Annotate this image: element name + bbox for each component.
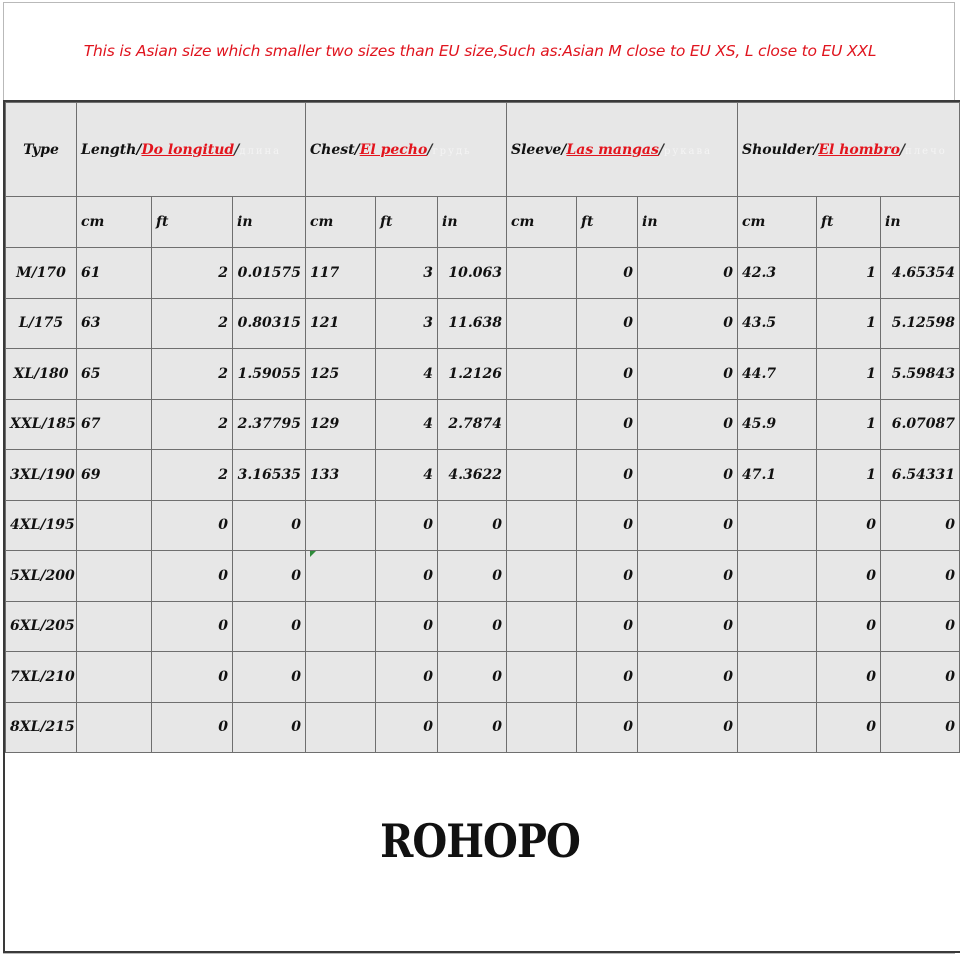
measurement-cell: 5.12598	[881, 298, 960, 349]
measurement-cell: 0	[638, 248, 738, 299]
measurement-cell: 0	[233, 551, 306, 602]
measurement-cell	[507, 500, 577, 551]
measurement-cell	[77, 702, 152, 753]
table-row	[6, 298, 960, 349]
measurement-cell: 69	[77, 450, 152, 501]
brand-logo: ROHOPO	[380, 814, 580, 869]
measurement-cell: 4	[376, 399, 438, 450]
measurement-cell: 4.3622	[438, 450, 507, 501]
measurement-cell: 10.063	[438, 248, 507, 299]
measurement-cell: 121	[306, 298, 376, 349]
length-header: Length/Do longitud/длина	[77, 103, 306, 197]
measurement-cell: 6.07087	[881, 399, 960, 450]
unit-cell: cm	[507, 197, 577, 248]
measurement-cell: 0	[577, 702, 638, 753]
table-row	[6, 248, 960, 299]
measurement-cell: 0	[638, 551, 738, 602]
measurement-cell: 1	[817, 248, 881, 299]
unit-cell: in	[638, 197, 738, 248]
measurement-cell: 2	[152, 349, 233, 400]
unit-row	[6, 197, 960, 248]
measurement-cell: 65	[77, 349, 152, 400]
measurement-cell	[738, 500, 817, 551]
measurement-cell: 67	[77, 399, 152, 450]
size-type-cell: 5XL/200	[6, 551, 77, 602]
measurement-cell	[507, 349, 577, 400]
sleeve-header: Sleeve/Las mangas/рукава	[507, 103, 738, 197]
measurement-cell	[507, 601, 577, 652]
measurement-cell: 125	[306, 349, 376, 400]
measurement-cell: 0	[638, 500, 738, 551]
measurement-cell: 0	[817, 601, 881, 652]
measurement-cell	[77, 551, 152, 602]
measurement-cell: 0	[881, 652, 960, 703]
measurement-cell: 0	[817, 551, 881, 602]
header-row	[6, 103, 960, 197]
measurement-cell	[507, 450, 577, 501]
size-type-cell: 7XL/210	[6, 652, 77, 703]
measurement-cell: 1	[817, 450, 881, 501]
measurement-cell	[507, 248, 577, 299]
cell-comment-marker	[310, 551, 316, 557]
size-notice: This is Asian size which smaller two sizes than EU size,Such as:Asian M close to EU XS, L close to EU XXL	[83, 42, 877, 60]
measurement-cell: 0	[577, 500, 638, 551]
measurement-cell: 0	[233, 652, 306, 703]
measurement-cell: 3	[376, 248, 438, 299]
measurement-cell	[306, 500, 376, 551]
size-table	[5, 102, 960, 753]
measurement-cell: 0	[577, 450, 638, 501]
measurement-cell: 63	[77, 298, 152, 349]
measurement-cell: 0	[577, 601, 638, 652]
size-type-cell: XL/180	[6, 349, 77, 400]
measurement-cell	[306, 702, 376, 753]
measurement-cell: 133	[306, 450, 376, 501]
unit-cell: ft	[152, 197, 233, 248]
shoulder-header: Shoulder/El hombro/плечо	[738, 103, 960, 197]
measurement-cell: 2.7874	[438, 399, 507, 450]
measurement-cell: 0	[152, 601, 233, 652]
measurement-cell	[306, 551, 376, 602]
table-row	[6, 652, 960, 703]
size-type-cell: 6XL/205	[6, 601, 77, 652]
measurement-cell: 43.5	[738, 298, 817, 349]
measurement-cell: 0	[376, 702, 438, 753]
measurement-cell: 0	[152, 500, 233, 551]
measurement-cell	[507, 652, 577, 703]
unit-cell: ft	[376, 197, 438, 248]
measurement-cell: 0	[376, 551, 438, 602]
measurement-cell	[507, 551, 577, 602]
table-row	[6, 349, 960, 400]
measurement-cell: 0	[881, 500, 960, 551]
measurement-cell: 47.1	[738, 450, 817, 501]
measurement-cell: 0	[638, 399, 738, 450]
measurement-cell: 5.59843	[881, 349, 960, 400]
measurement-cell: 45.9	[738, 399, 817, 450]
measurement-cell: 0.80315	[233, 298, 306, 349]
size-type-cell: 8XL/215	[6, 702, 77, 753]
size-type-cell: L/175	[6, 298, 77, 349]
measurement-cell: 0	[233, 500, 306, 551]
unit-cell: cm	[306, 197, 376, 248]
measurement-cell: 2	[152, 248, 233, 299]
measurement-cell: 0	[577, 399, 638, 450]
measurement-cell: 4	[376, 349, 438, 400]
measurement-cell: 0.01575	[233, 248, 306, 299]
measurement-cell: 0	[881, 601, 960, 652]
measurement-cell: 2	[152, 298, 233, 349]
measurement-cell	[738, 551, 817, 602]
measurement-cell: 0	[577, 652, 638, 703]
unit-cell: in	[881, 197, 960, 248]
table-row	[6, 450, 960, 501]
measurement-cell: 0	[152, 551, 233, 602]
table-row	[6, 601, 960, 652]
measurement-cell	[306, 652, 376, 703]
measurement-cell: 2.37795	[233, 399, 306, 450]
measurement-cell	[507, 298, 577, 349]
measurement-cell: 0	[438, 551, 507, 602]
measurement-cell: 0	[638, 601, 738, 652]
measurement-cell: 0	[233, 601, 306, 652]
measurement-cell: 0	[376, 500, 438, 551]
measurement-cell	[77, 500, 152, 551]
table-row	[6, 500, 960, 551]
measurement-cell: 0	[438, 601, 507, 652]
measurement-cell: 0	[152, 702, 233, 753]
measurement-cell: 3	[376, 298, 438, 349]
measurement-cell	[507, 399, 577, 450]
size-type-cell: 3XL/190	[6, 450, 77, 501]
unit-cell: ft	[577, 197, 638, 248]
measurement-cell	[738, 652, 817, 703]
unit-cell: in	[438, 197, 507, 248]
measurement-cell: 0	[577, 248, 638, 299]
measurement-cell: 1.2126	[438, 349, 507, 400]
measurement-cell: 61	[77, 248, 152, 299]
measurement-cell: 0	[881, 702, 960, 753]
type-header: Type	[6, 103, 77, 197]
measurement-cell: 0	[376, 601, 438, 652]
measurement-cell: 0	[638, 652, 738, 703]
measurement-cell: 0	[438, 652, 507, 703]
measurement-cell	[306, 601, 376, 652]
measurement-cell: 1	[817, 399, 881, 450]
measurement-cell	[738, 702, 817, 753]
unit-cell: cm	[77, 197, 152, 248]
measurement-cell: 0	[638, 702, 738, 753]
measurement-cell: 1	[817, 349, 881, 400]
measurement-cell: 6.54331	[881, 450, 960, 501]
table-row	[6, 399, 960, 450]
size-type-cell: XXL/185	[6, 399, 77, 450]
size-type-cell: M/170	[6, 248, 77, 299]
measurement-cell: 0	[577, 349, 638, 400]
unit-cell: in	[233, 197, 306, 248]
measurement-cell: 2	[152, 399, 233, 450]
measurement-cell: 0	[817, 702, 881, 753]
measurement-cell: 0	[438, 500, 507, 551]
size-type-cell: 4XL/195	[6, 500, 77, 551]
measurement-cell: 44.7	[738, 349, 817, 400]
measurement-cell	[77, 652, 152, 703]
measurement-cell: 0	[438, 702, 507, 753]
measurement-cell: 0	[817, 500, 881, 551]
measurement-cell: 3.16535	[233, 450, 306, 501]
measurement-cell: 0	[817, 652, 881, 703]
table-row	[6, 551, 960, 602]
measurement-cell	[507, 702, 577, 753]
measurement-cell: 0	[233, 702, 306, 753]
measurement-cell: 2	[152, 450, 233, 501]
unit-cell: cm	[738, 197, 817, 248]
measurement-cell: 4.65354	[881, 248, 960, 299]
measurement-cell: 1	[817, 298, 881, 349]
measurement-cell: 129	[306, 399, 376, 450]
measurement-cell: 0	[638, 450, 738, 501]
table-row	[6, 702, 960, 753]
measurement-cell: 117	[306, 248, 376, 299]
chest-header: Chest/El pecho/грудь	[306, 103, 507, 197]
measurement-cell: 42.3	[738, 248, 817, 299]
measurement-cell: 0	[376, 652, 438, 703]
measurement-cell	[738, 601, 817, 652]
unit-cell: ft	[817, 197, 881, 248]
measurement-cell: 0	[638, 298, 738, 349]
measurement-cell: 1.59055	[233, 349, 306, 400]
measurement-cell: 0	[638, 349, 738, 400]
unit-type-blank	[6, 197, 77, 248]
measurement-cell: 0	[152, 652, 233, 703]
measurement-cell: 4	[376, 450, 438, 501]
measurement-cell: 0	[577, 298, 638, 349]
measurement-cell: 11.638	[438, 298, 507, 349]
measurement-cell: 0	[881, 551, 960, 602]
measurement-cell: 0	[577, 551, 638, 602]
measurement-cell	[77, 601, 152, 652]
